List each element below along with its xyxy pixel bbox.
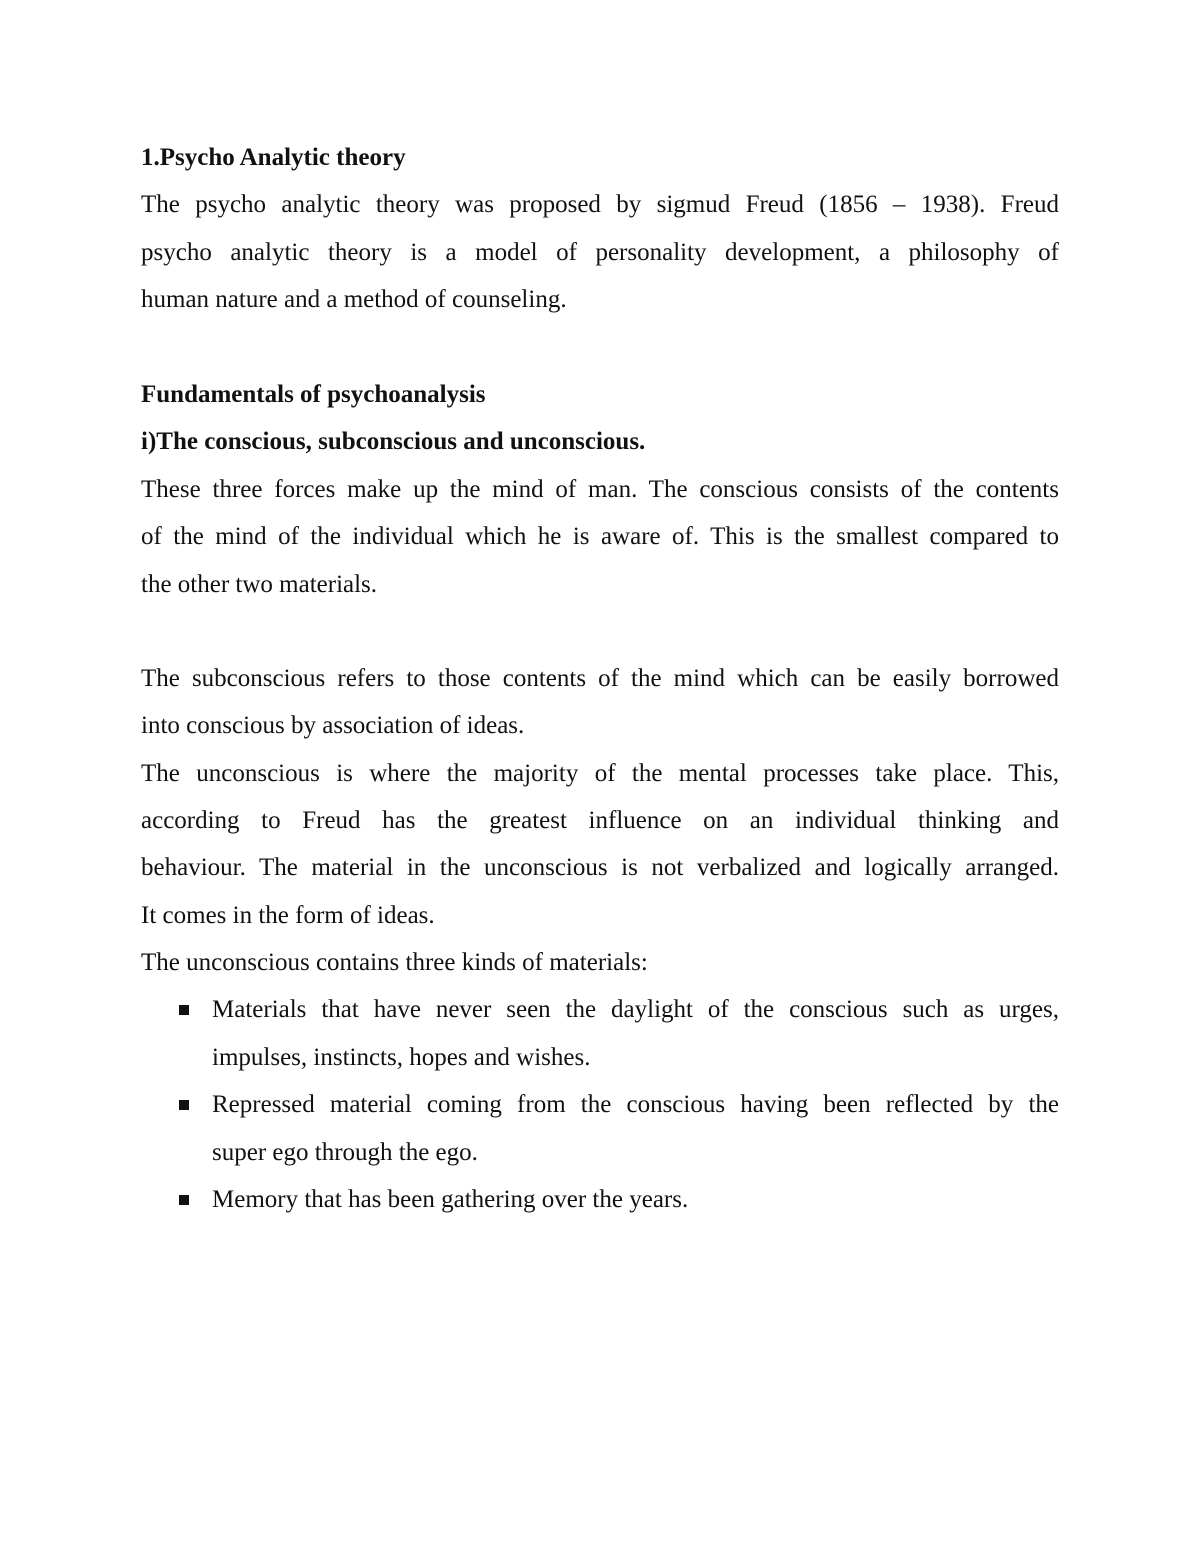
- conscious-line-3: the other two materials.: [141, 571, 378, 598]
- bullet-1-line-2: impulses, instincts, hopes and wishes.: [212, 1044, 591, 1071]
- unconscious-line-4: It comes in the form of ideas.: [141, 902, 435, 929]
- bullet-1-line-1: Materials that have never seen the daylight of the conscious such as urges,: [212, 996, 1059, 1023]
- conscious-line-1: These three forces make up the mind of man. The conscious consists of the contents: [141, 476, 1059, 503]
- bullet-2-line-2: super ego through the ego.: [212, 1139, 478, 1166]
- subsection-title: i)The conscious, subconscious and unconscious.: [141, 428, 646, 455]
- conscious-line-2: of the mind of the individual which he is aware of. This is the smallest compared to: [141, 523, 1059, 550]
- bullet-2-line-1: Repressed material coming from the conscious having been reflected by the: [212, 1091, 1059, 1118]
- document-heading: 1.Psycho Analytic theory: [141, 144, 406, 171]
- intro-line-2: psycho analytic theory is a model of personality development, a philosophy of: [141, 239, 1059, 266]
- document-page: [141, 0, 1059, 1553]
- unconscious-line-1: The unconscious is where the majority of the mental processes take place. This,: [141, 760, 1059, 787]
- bullet-3-line-1: Memory that has been gathering over the years.: [212, 1186, 689, 1213]
- intro-line-1: The psycho analytic theory was proposed by sigmud Freud (1856 – 1938). Freud: [141, 191, 1059, 218]
- intro-line-3: human nature and a method of counseling.: [141, 286, 567, 313]
- unconscious-line-2: according to Freud has the greatest influence on an individual thinking and: [141, 807, 1059, 834]
- materials-intro: The unconscious contains three kinds of materials:: [141, 949, 648, 976]
- square-bullet-icon: [179, 1195, 189, 1205]
- unconscious-line-3: behaviour. The material in the unconscious is not verbalized and logically arranged.: [141, 854, 1059, 881]
- section-title: Fundamentals of psychoanalysis: [141, 381, 486, 408]
- square-bullet-icon: [179, 1100, 189, 1110]
- subconscious-line-2: into conscious by association of ideas.: [141, 712, 525, 739]
- square-bullet-icon: [179, 1005, 189, 1015]
- subconscious-line-1: The subconscious refers to those contents of the mind which can be easily borrowed: [141, 665, 1059, 692]
